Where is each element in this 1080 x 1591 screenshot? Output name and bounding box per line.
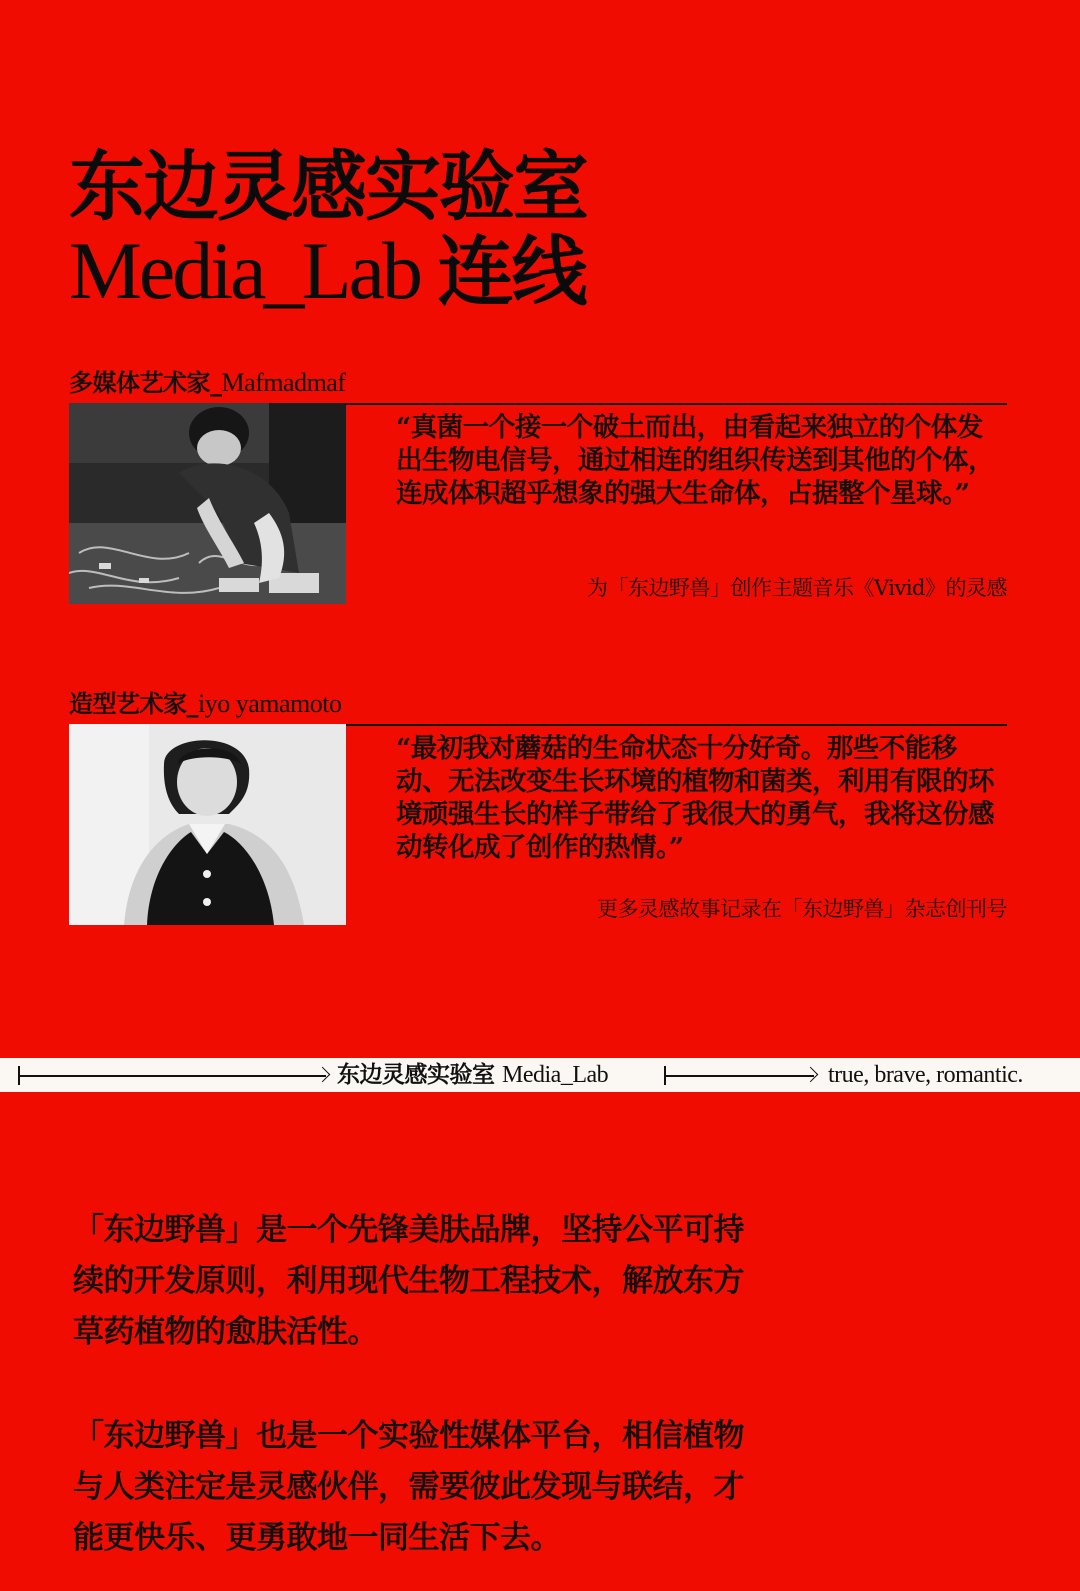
title-line-chinese: 东边灵感实验室	[69, 142, 587, 231]
artist-at-work-photo	[69, 403, 346, 604]
artist-block-iyo-yamamoto	[69, 684, 1007, 929]
title-line-latin	[69, 227, 829, 315]
media-lab-band	[0, 1058, 1080, 1092]
band-line-right	[664, 1075, 814, 1077]
band-tagline: true, brave, romantic.	[828, 1062, 1023, 1088]
arrow-right-icon	[803, 1067, 819, 1083]
artist-quote: “最初我对蘑菇的生命状态十分好奇。那些不能移动、无法改变生长环境的植物和菌类，利用有限的环境顽强生长的样子带给了我很大的勇气，我将这份感动转化成了创作的热情。”	[396, 733, 994, 863]
artist-name	[69, 363, 1007, 403]
artist-block-mafmadmaf	[69, 363, 1007, 608]
artist-row	[69, 403, 1007, 608]
artist-quote: “真菌一个接一个破土而出，由看起来独立的个体发出生物电信号，通过相连的组织传送到其他的个体，连成体积超乎想象的强大生命体，占据整个星球。”	[396, 412, 994, 509]
title-media-lab: Media_Lab	[69, 225, 420, 317]
title-connect: 连线	[437, 227, 586, 317]
artist-caption: 为「东边野兽」创作主题音乐《Vivid》的灵感	[586, 576, 1007, 600]
brand-paragraph-1: 「东边野兽」是一个先锋美肤品牌，坚持公平可持续的开发原则，利用现代生物工程技术，解放东方草药植物的愈肤活性。	[73, 1212, 744, 1350]
artist-handle: iyo yamamoto	[198, 689, 342, 718]
artist-name	[69, 684, 1007, 724]
band-line-left	[18, 1075, 326, 1077]
arrow-right-icon	[315, 1067, 331, 1083]
artist-caption: 更多灵感故事记录在「东边野兽」杂志创刊号	[597, 897, 1007, 921]
brand-paragraph-2: 「东边野兽」也是一个实验性媒体平台，相信植物与人类注定是灵感伙伴，需要彼此发现与联结，才能更快乐、更勇敢地一同生活下去。	[73, 1418, 744, 1556]
band-label	[337, 1058, 608, 1092]
artist-handle: Mafmadmaf	[221, 368, 346, 397]
artist-row	[69, 724, 1007, 929]
page-title	[69, 142, 829, 317]
artist-role: 造型艺术家_	[69, 689, 198, 718]
band-label-latin: Media_Lab	[502, 1062, 609, 1088]
artist-role: 多媒体艺术家_	[69, 368, 222, 397]
artist-portrait-photo	[69, 724, 346, 925]
band-label-cn: 东边灵感实验室	[337, 1061, 495, 1088]
